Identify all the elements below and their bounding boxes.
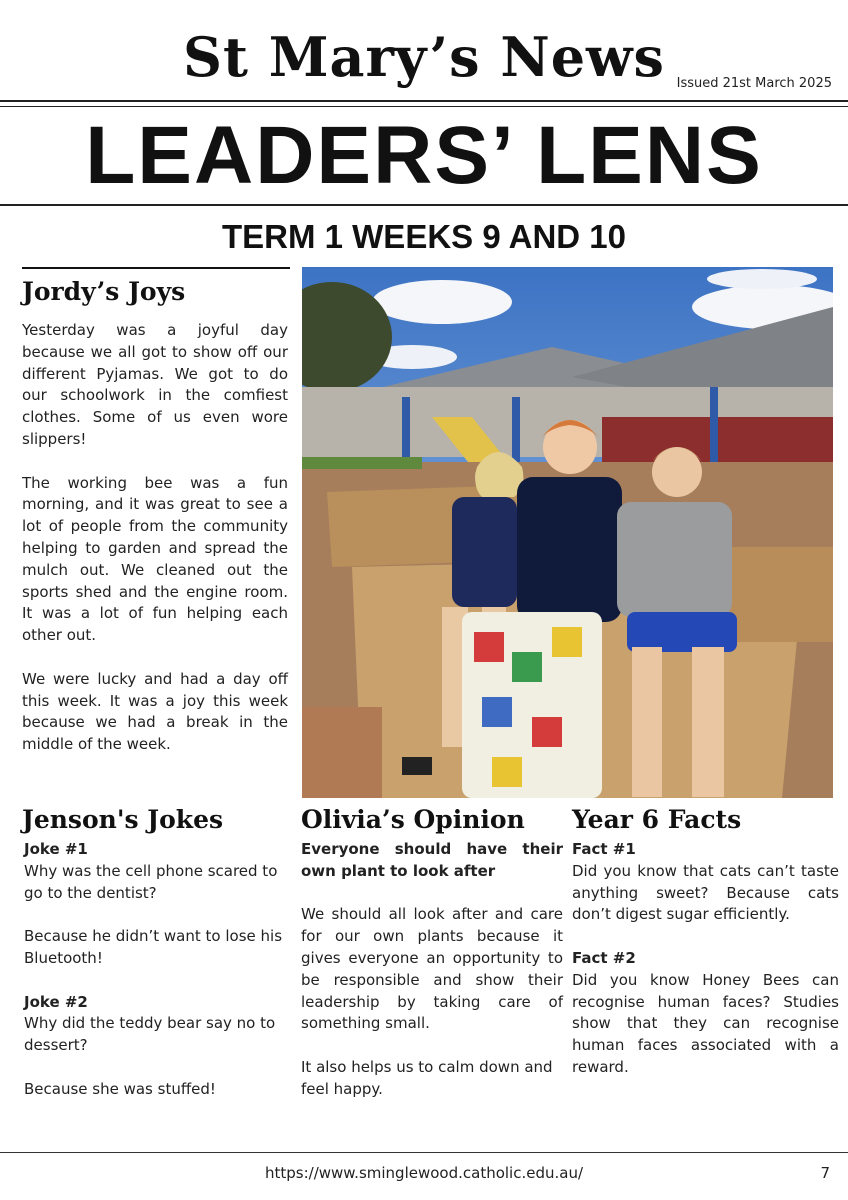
- olivia-heading: Olivia’s Opinion: [301, 805, 525, 834]
- jordy-article: [22, 320, 288, 756]
- jenson-article: [24, 839, 290, 1101]
- page-number: 7: [820, 1164, 830, 1182]
- page-subtitle: TERM 1 WEEKS 9 AND 10: [221, 218, 627, 255]
- olivia-paragraph-2: It also helps us to calm down and feel happy.: [301, 1057, 553, 1098]
- section-rule: [22, 267, 290, 269]
- issue-date: Issued 21st March 2025: [676, 76, 832, 91]
- jordy-heading: Jordy’s Joys: [22, 277, 186, 306]
- olivia-paragraph-1: We should all look after and care for our own plants because it gives everyone an opportunity to be responsible and show their leadership by taking care of something small.: [301, 905, 563, 1033]
- fact-1-text: Did you know that cats can’t taste anything sweet? Because cats don’t digest sugar efficiently.: [572, 861, 839, 924]
- fact-1-label: Fact #1: [572, 840, 636, 858]
- jordy-paragraph-2: The working bee was a fun morning, and it was great to see a lot of people from the community helping to garden and spread the mulch out. We cleaned out the sports shed and the engine room. It was a lot of fun helping each other out.: [22, 473, 288, 645]
- jordy-paragraph-1: Yesterday was a joyful day because we all got to show off our different Pyjamas. We got to do our schoolwork in the comfiest clothes. Some of us even wore slippers!: [22, 321, 288, 448]
- joke-2-label: Joke #2: [24, 992, 88, 1011]
- divider: [0, 204, 848, 206]
- jordy-paragraph-3: We were lucky and had a day off this week. It was a joy this week because we had a break in the middle of the week.: [22, 669, 288, 754]
- joke-2-question: Why did the teddy bear say no to dessert?: [24, 1014, 276, 1055]
- divider: [0, 100, 848, 102]
- fact-2-text: Did you know Honey Bees can recognise human faces? Studies show that they can recognise human faces associated with a reward.: [572, 970, 839, 1076]
- facts-article: [572, 839, 839, 1079]
- joke-1-answer: Because he didn’t want to lose his Bluetooth!: [24, 927, 283, 967]
- olivia-lead: Everyone should have their own plant to look after: [301, 840, 563, 880]
- jenson-heading: Jenson's Jokes: [22, 805, 224, 834]
- joke-2-answer: Because she was stuffed!: [24, 1079, 216, 1098]
- page-title: LEADERS’ LENS: [85, 110, 763, 201]
- students-photo: [302, 267, 833, 798]
- divider: [0, 106, 848, 107]
- joke-1-label: Joke #1: [24, 840, 88, 858]
- facts-heading: Year 6 Facts: [572, 805, 742, 834]
- olivia-article: [301, 839, 563, 1101]
- footer-url[interactable]: https://www.sminglewood.catholic.edu.au/: [264, 1164, 584, 1182]
- masthead-title: St Mary’s News: [183, 25, 665, 89]
- playground-photo-illustration: [302, 267, 833, 798]
- joke-1-question: Why was the cell phone scared to go to the dentist?: [24, 861, 278, 902]
- fact-2-label: Fact #2: [572, 948, 636, 967]
- footer-divider: [0, 1152, 848, 1153]
